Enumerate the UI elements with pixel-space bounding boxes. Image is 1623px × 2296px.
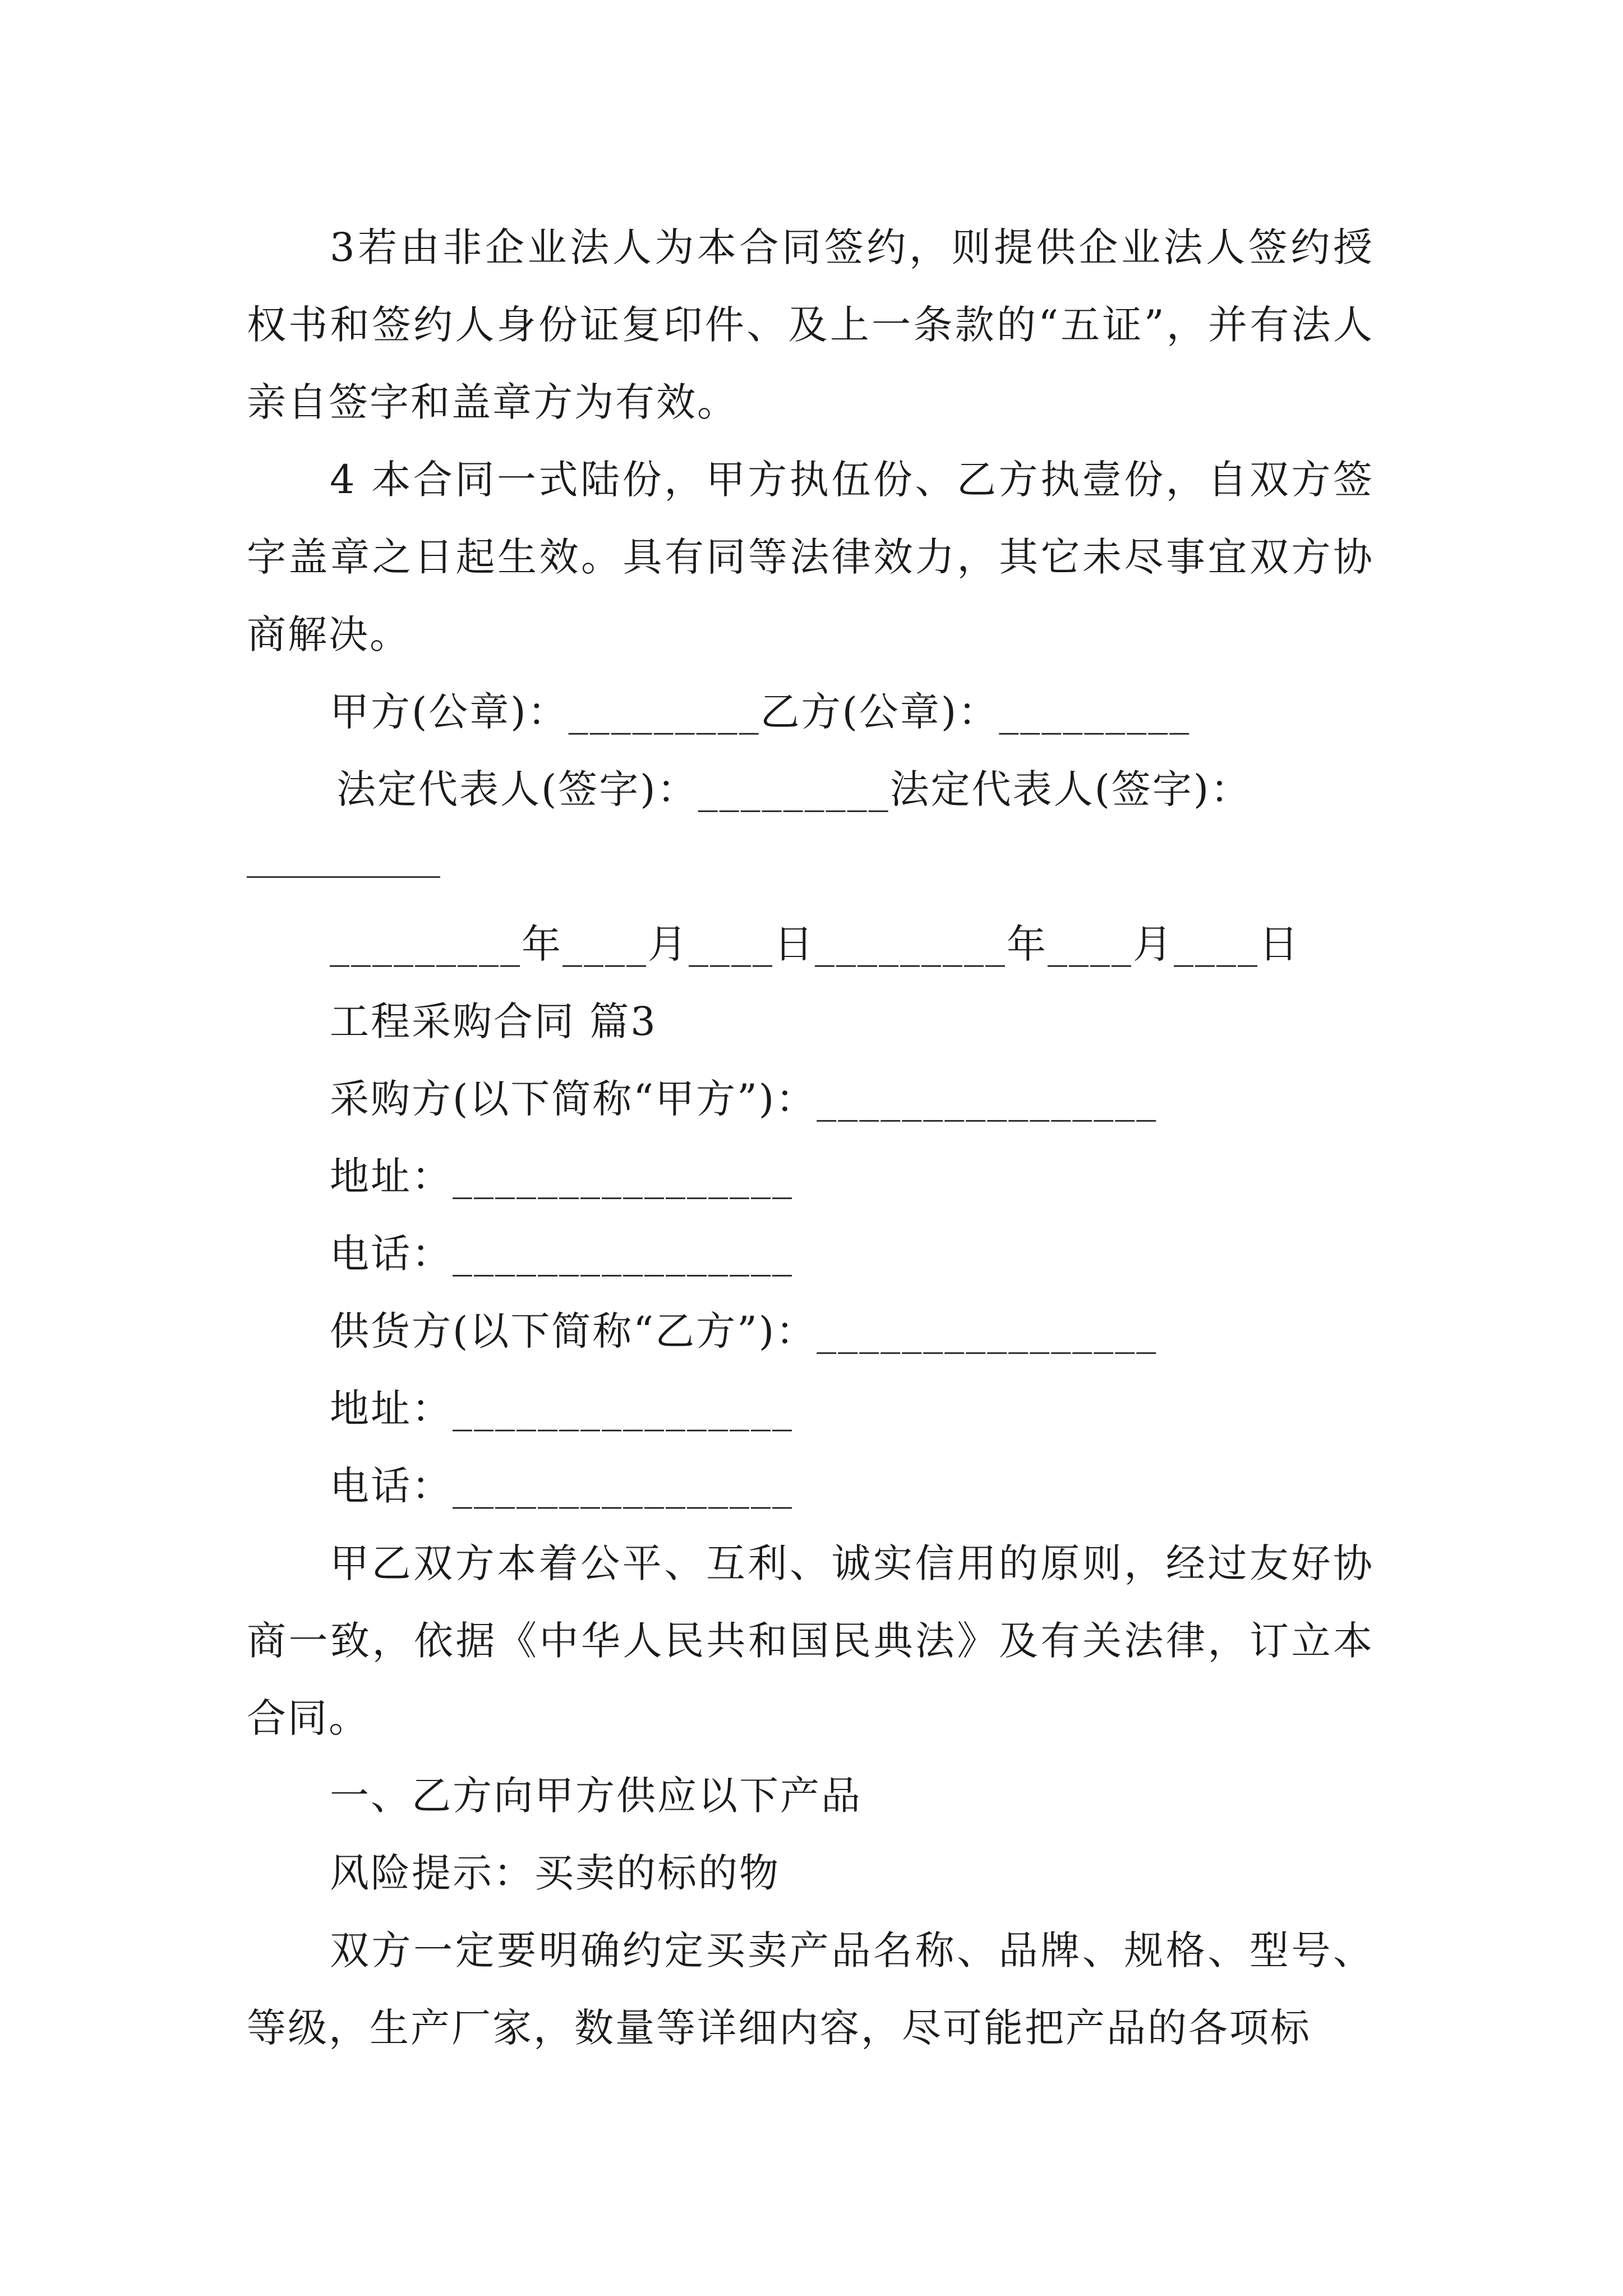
article-1-heading: 一、乙方向甲方供应以下产品 xyxy=(330,1773,862,1819)
clause-4-paragraph: 4 本合同一式陆份，甲方执伍份、乙方执壹份，自双方签字盖章之日起生效。具有同等法律效力，其它未尽事宜双方协商解决。 xyxy=(247,457,1374,657)
clause-3-paragraph: 3若由非企业法人为本合同签约，则提供企业法人签约授权书和签约人身份证复印件、及上一条款的“五证”，并有法人亲自签字和盖章方为有效。 xyxy=(247,224,1374,425)
supplier-address: 地址：________________ xyxy=(330,1386,794,1432)
risk-tip-heading: 风险提示：买卖的标的物 xyxy=(330,1850,780,1896)
section-title: 工程采购合同 篇3 xyxy=(330,999,657,1045)
buyer-phone: 电话：________________ xyxy=(330,1231,794,1277)
preamble-paragraph: 甲乙双方本着公平、互利、诚实信用的原则，经过友好协商一致，依据《中华人民共和国民典法》及有关法律，订立本合同。 xyxy=(247,1540,1374,1741)
seal-signature-line: 甲方(公章)：_________乙方(公章)：_________ xyxy=(330,689,1191,735)
representative-signature-line: 法定代表人(签字)：_________法定代表人(签字)： xyxy=(336,766,1252,812)
buyer-line: 采购方(以下简称“甲方”)：________________ xyxy=(330,1076,1158,1122)
supplier-phone: 电话：________________ xyxy=(330,1463,794,1509)
supplier-line: 供货方(以下简称“乙方”)：________________ xyxy=(330,1308,1158,1354)
signature-blank-rule xyxy=(247,876,440,878)
risk-body-paragraph: 双方一定要明确约定买卖产品名称、品牌、规格、型号、等级，生产厂家，数量等详细内容，尽可能把产品的各项标 xyxy=(247,1927,1374,2051)
buyer-address: 地址：________________ xyxy=(330,1153,794,1199)
date-line: _________年____月____日_________年____月____日 xyxy=(330,921,1300,967)
